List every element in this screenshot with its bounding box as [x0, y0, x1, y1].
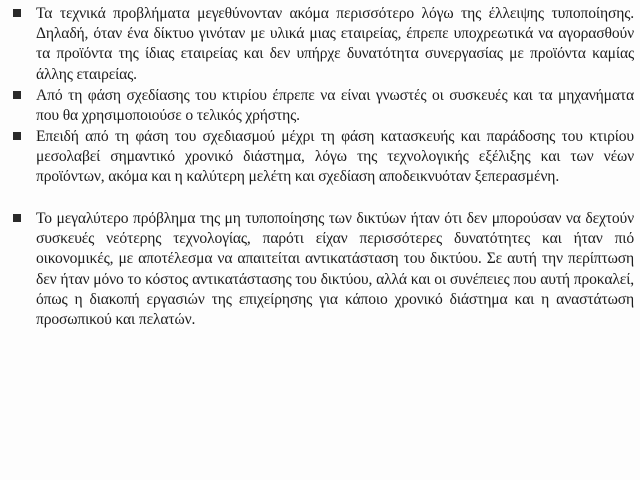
list-item: [0, 127, 640, 209]
square-bullet-icon: [13, 9, 21, 17]
paragraph-text: Επειδή από τη φάση του σχεδιασμού μέχρι τη φάση κατασκευής και παράδοσης του κτιρίου μεσολαβεί σημαντικό χρονικό διάστημα, λόγω της τεχνολογικής εξέλιξης και των νέων προϊόντων, ακόμα και η καλύτερη μελέτη και σχεδίαση αποδεικνυόταν ξεπερασμένη.: [36, 128, 634, 186]
bullet-list: [0, 4, 640, 331]
paragraph-text: Τα τεχνικά προβλήματα μεγεθύνονταν ακόμα περισσότερο λόγω της έλλειψης τυποποίησης. Δηλαδή, όταν ένα δίκτυο γινόταν με υλικά μιας εταιρείας, έπρεπε υποχρεωτικά να αγορασθούν τα προϊόντα της ίδιας εταιρείας και δεν υπήρχε δυνατότητα συνεργασίας με προϊόντα καμίας άλλης εταιρείας.: [36, 5, 634, 83]
paragraph-text: Το μεγαλύτερο πρόβλημα της μη τυποποίησης των δικτύων ήταν ότι δεν μπορούσαν να δεχτούν συσκευές νεότερης τεχνολογίας, παρότι είχαν περισσότερες δυνατότητες και ήταν πιό οικονομικές, με αποτέλεσμα να απαιτείται αντικατάσταση του δικτύου. Σε αυτή την περίπτωση δεν ήταν μόνο το κόστος αντικατάστασης του δικτύου, αλλά και οι συνέπειες που αυτή προκαλεί, όπως η διακοπή εργασιών της επιχείρησης για κάποιο χρονικό διάστημα και η αναστάτωση προσωπικού και πελατών.: [36, 210, 634, 329]
paragraph-text: Από τη φάση σχεδίασης του κτιρίου έπρεπε να είναι γνωστές οι συσκευές και τα μηχανήματα που θα χρησιμοποιούσε ο τελικός χρήστης.: [36, 87, 634, 125]
square-bullet-icon: [13, 132, 21, 140]
list-item: [0, 4, 640, 86]
list-item: [0, 209, 640, 331]
list-item: [0, 86, 640, 127]
square-bullet-icon: [13, 91, 21, 99]
square-bullet-icon: [13, 214, 21, 222]
